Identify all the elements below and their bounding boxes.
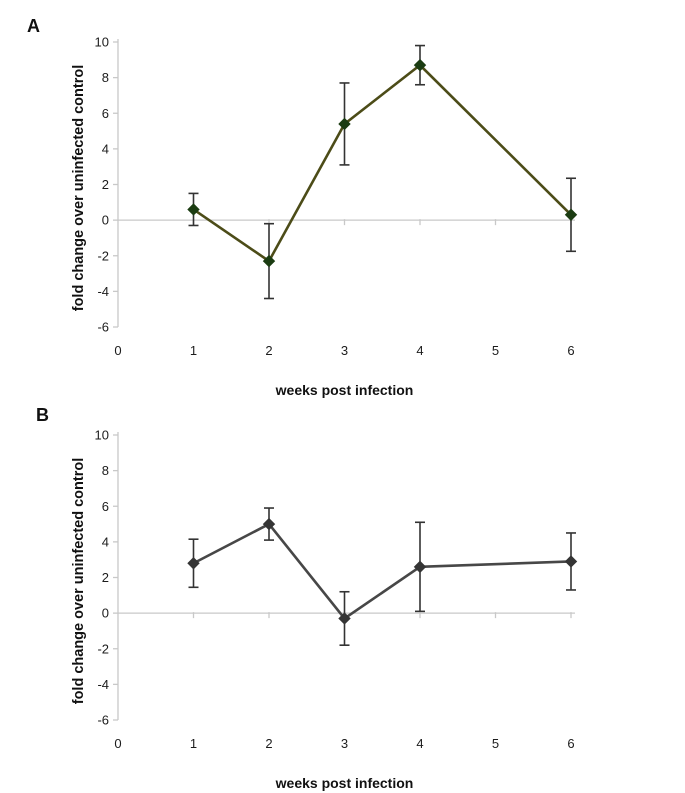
- y-tick-label: -6: [97, 319, 109, 335]
- panel-b-plot: [0, 393, 685, 771]
- x-tick-label: 2: [265, 343, 273, 358]
- y-tick-label: 2: [101, 177, 109, 192]
- y-tick-label: 0: [101, 212, 109, 228]
- y-tick-label: 10: [94, 34, 109, 50]
- x-tick-label: 1: [189, 343, 198, 358]
- panel-a-letter: A: [27, 16, 40, 36]
- x-tick-label: 6: [567, 736, 575, 751]
- data-line: [194, 524, 572, 618]
- y-tick-label: -2: [97, 641, 109, 657]
- x-tick-label: 6: [567, 343, 575, 358]
- x-tick-label: 5: [491, 736, 500, 751]
- y-tick-label: -4: [97, 676, 109, 692]
- data-point-marker: [566, 556, 577, 567]
- x-tick-label: 4: [416, 343, 424, 358]
- y-tick-label: -4: [97, 283, 109, 299]
- panel-b-y-axis-title: fold change over uninfected control: [71, 457, 87, 705]
- y-tick-label: 4: [101, 534, 109, 550]
- panel-b: [0, 393, 685, 793]
- y-tick-label: 8: [101, 70, 109, 86]
- y-tick-label: 10: [94, 427, 109, 443]
- panel-a-x-axis-title: weeks post infection: [275, 382, 414, 398]
- x-tick-label: 3: [340, 736, 349, 751]
- x-tick-label: 1: [189, 736, 198, 751]
- y-tick-label: 6: [101, 105, 109, 121]
- y-tick-label: 0: [101, 605, 109, 621]
- panel-a-y-axis-title: fold change over uninfected control: [71, 64, 87, 312]
- data-line: [194, 65, 572, 261]
- x-tick-label: 0: [114, 736, 122, 751]
- y-tick-label: -2: [97, 248, 109, 264]
- y-tick-label: 4: [101, 141, 109, 157]
- y-tick-label: 6: [101, 498, 109, 514]
- x-tick-label: 2: [265, 736, 273, 751]
- panel-a-plot: [0, 0, 685, 378]
- x-tick-label: 4: [416, 736, 424, 751]
- y-tick-label: 8: [101, 463, 109, 479]
- y-tick-label: 2: [101, 570, 109, 585]
- x-tick-label: 5: [491, 343, 500, 358]
- x-tick-label: 3: [340, 343, 349, 358]
- x-tick-label: 0: [114, 343, 122, 358]
- panel-b-x-axis-title: weeks post infection: [275, 775, 414, 791]
- y-tick-label: -6: [97, 712, 109, 728]
- data-point-marker: [188, 558, 199, 569]
- panel-b-letter: B: [36, 405, 49, 425]
